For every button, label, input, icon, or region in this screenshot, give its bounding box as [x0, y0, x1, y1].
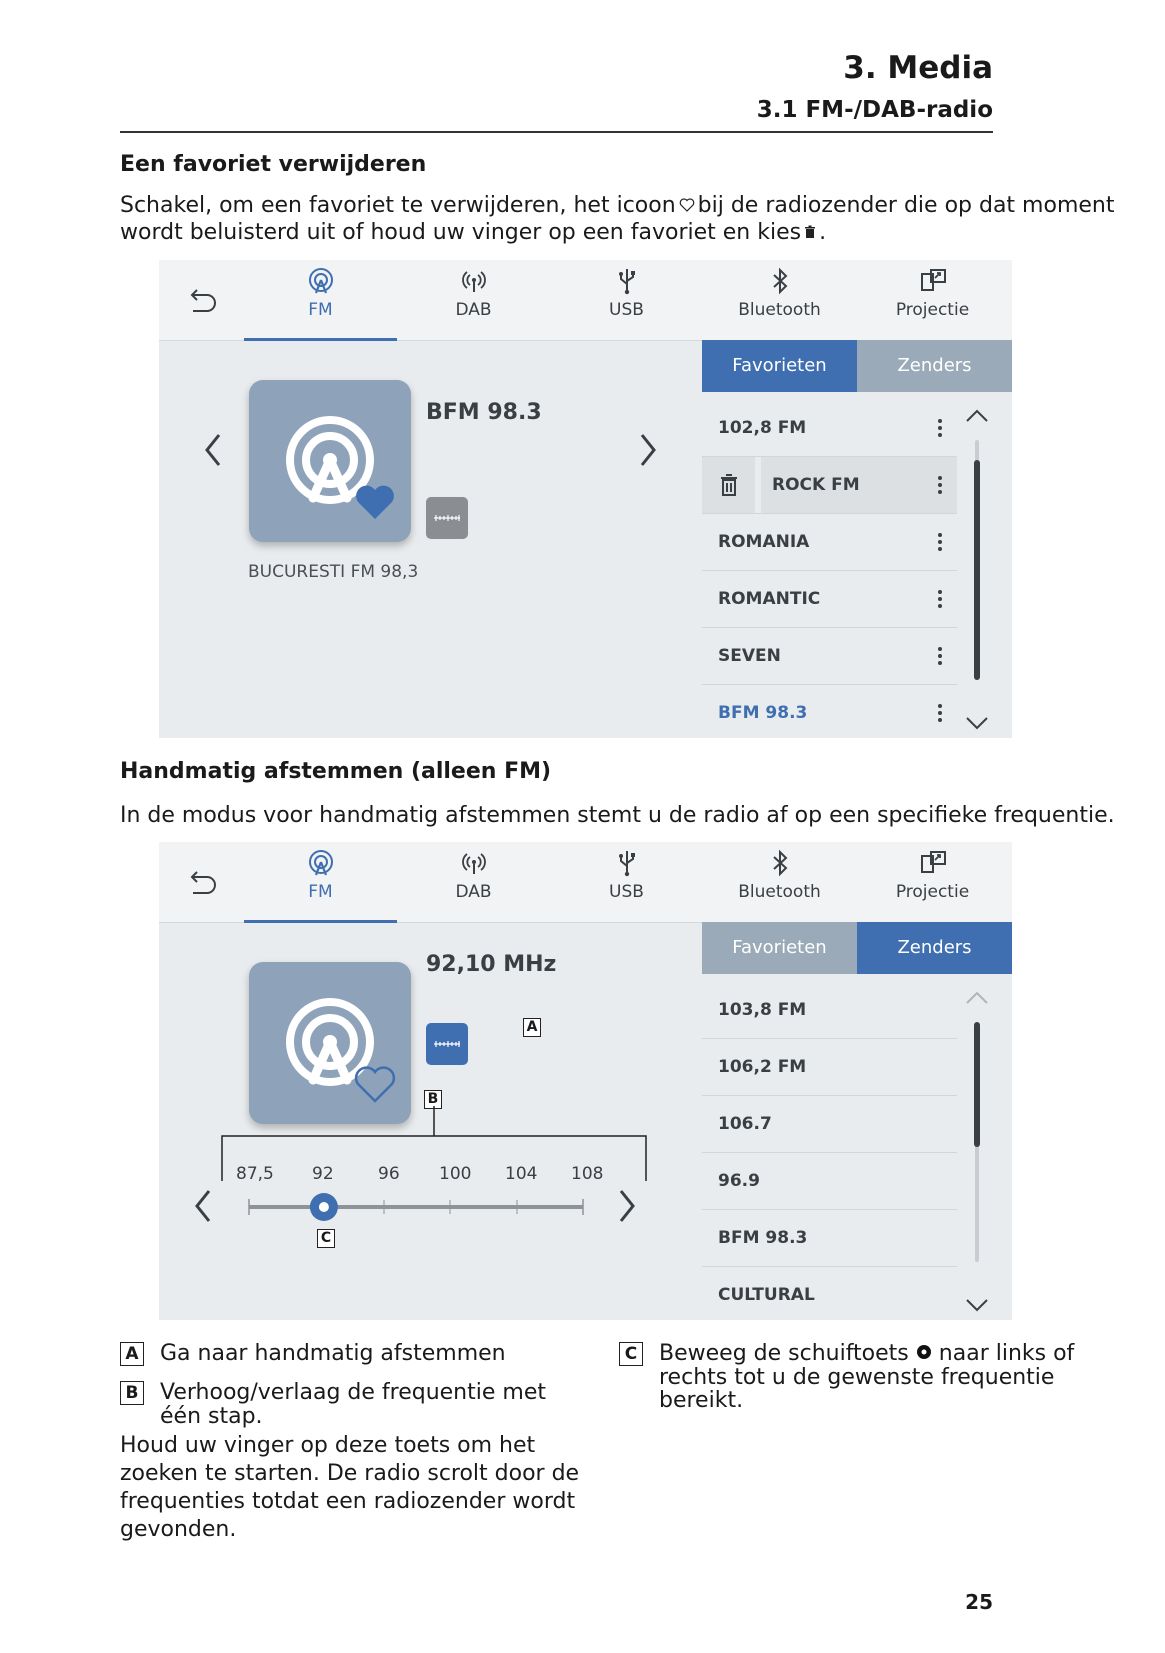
legend-b-extra-2: zoeken te starten. De radio scrolt door de [120, 1461, 580, 1486]
para-text-a: Schakel, om een favoriet te verwijderen, het icoon [120, 193, 676, 218]
tab-stations[interactable]: Zenders [857, 340, 1012, 392]
swipe-divider [755, 457, 761, 513]
list-item-label: BFM 98.3 [718, 1228, 808, 1248]
list-item-label: 106,2 FM [718, 1057, 807, 1077]
list-item-active[interactable] [702, 685, 957, 738]
frequency-down-chevron-icon[interactable] [189, 1186, 219, 1226]
legend-c-text-2: rechts tot u de gewenste frequentie [659, 1365, 1055, 1390]
list-item-label: 102,8 FM [718, 418, 807, 438]
tuner-scale-icon [426, 497, 468, 539]
fm-antenna-icon [306, 266, 336, 296]
tab-dab[interactable] [397, 842, 550, 922]
tab-label: Projectie [895, 300, 970, 320]
para-text-b: bij de radiozender die op dat moment [697, 193, 1115, 218]
tab-bluetooth[interactable] [703, 260, 856, 340]
more-options-icon[interactable] [937, 646, 943, 666]
scale-label: 108 [571, 1164, 604, 1184]
dab-signal-icon [459, 848, 489, 878]
paragraph-remove-favorite [120, 192, 1115, 246]
legend-c-text-3: bereikt. [659, 1388, 744, 1413]
active-tab-underline [244, 338, 397, 341]
top-tab-bar [159, 842, 1012, 923]
manual-tune-button[interactable] [426, 1023, 468, 1065]
trash-icon [804, 219, 816, 246]
para-text-c: wordt beluisterd uit of houd uw vinger op een favoriet en kies [120, 220, 802, 245]
frequency-up-chevron-icon[interactable] [611, 1186, 641, 1226]
scale-label: 100 [439, 1164, 472, 1184]
heart-filled-icon[interactable] [353, 482, 397, 522]
previous-station-chevron-icon[interactable] [199, 430, 229, 470]
tab-label: DAB [455, 300, 492, 320]
legend-c-box: C [619, 1342, 643, 1366]
tab-label: DAB [455, 882, 492, 902]
legend-a-text: Ga naar handmatig afstemmen [160, 1341, 506, 1366]
list-item-label: 96.9 [718, 1171, 760, 1191]
frequency-display: 92,10 MHz [426, 952, 557, 977]
tab-favorites[interactable]: Favorieten [702, 922, 857, 974]
para-text-d: . [819, 220, 827, 245]
header-rule [120, 131, 993, 133]
heart-outline-icon[interactable] [353, 1064, 397, 1104]
legend-c-text-1b: naar links of [938, 1341, 1075, 1366]
favorites-list [702, 400, 957, 738]
list-item-label: SEVEN [718, 646, 781, 666]
back-icon[interactable] [181, 862, 221, 902]
fm-antenna-icon [306, 848, 336, 878]
list-item[interactable] [702, 628, 957, 685]
tab-fm[interactable] [244, 260, 397, 340]
list-item[interactable] [702, 514, 957, 571]
legend-b-text-1: Verhoog/verlaag de frequentie met [160, 1380, 546, 1405]
slider-knob-icon [916, 1344, 932, 1360]
scroll-up-icon[interactable] [965, 990, 989, 1006]
trash-icon[interactable] [718, 473, 740, 497]
station-subtitle: BUCURESTI FM 98,3 [248, 562, 419, 582]
back-icon[interactable] [181, 280, 221, 320]
radio-screen-favorites [159, 260, 1012, 738]
section-heading-remove-favorite: Een favoriet verwijderen [120, 152, 427, 177]
list-item[interactable] [702, 1039, 957, 1096]
list-item[interactable] [702, 1153, 957, 1210]
tab-label: FM [308, 882, 333, 902]
list-item[interactable] [702, 571, 957, 628]
legend-b-box: B [120, 1381, 144, 1405]
more-options-icon[interactable] [937, 532, 943, 552]
legend-b-text-2: één stap. [160, 1404, 263, 1429]
legend-b-extra-3: frequenties totdat een radiozender wordt [120, 1489, 576, 1514]
section-heading-manual-tuning: Handmatig afstemmen (alleen FM) [120, 759, 552, 784]
tab-label: Bluetooth [738, 300, 821, 320]
tab-label: USB [609, 882, 644, 902]
scale-label: 96 [378, 1164, 400, 1184]
list-item-label: CULTURAL [718, 1285, 815, 1305]
scale-label: 104 [505, 1164, 538, 1184]
tab-fm[interactable] [244, 842, 397, 922]
usb-icon [612, 266, 642, 296]
top-tab-bar [159, 260, 1012, 341]
list-item-deleting[interactable] [702, 457, 957, 514]
chapter-title: 3. Media [843, 50, 993, 86]
list-item-label: ROMANTIC [718, 589, 821, 609]
legend-c-text-1 [659, 1342, 1074, 1366]
legend-b-extra-4: gevonden. [120, 1517, 237, 1542]
legend-b-extra-1: Houd uw vinger op deze toets om het [120, 1433, 536, 1458]
page-number: 25 [965, 1590, 993, 1614]
heart-outline-icon [679, 192, 695, 219]
stations-list [702, 982, 957, 1320]
scroll-down-icon[interactable] [965, 1297, 989, 1313]
projection-icon [918, 848, 948, 878]
usb-icon [612, 848, 642, 878]
list-item[interactable] [702, 982, 957, 1039]
list-item[interactable] [702, 1096, 957, 1153]
active-tab-underline [244, 920, 397, 923]
callout-a-label: A [523, 1018, 541, 1037]
list-item[interactable] [702, 400, 957, 457]
bluetooth-icon [765, 266, 795, 296]
tab-usb[interactable] [550, 842, 703, 922]
scroll-up-icon[interactable] [965, 408, 989, 424]
list-item-label: ROCK FM [772, 475, 860, 495]
tuner-scale-icon [426, 1023, 468, 1065]
list-item-label: BFM 98.3 [718, 703, 808, 723]
scale-label: 92 [312, 1164, 334, 1184]
station-artwork [249, 962, 411, 1124]
more-options-icon[interactable] [937, 703, 943, 723]
dab-signal-icon [459, 266, 489, 296]
callout-b-label: B [424, 1090, 442, 1109]
list-item-label: 103,8 FM [718, 1000, 807, 1020]
list-item[interactable] [702, 1210, 957, 1267]
scale-label: 87,5 [236, 1164, 274, 1184]
more-options-icon[interactable] [937, 589, 943, 609]
list-item-label: 106.7 [718, 1114, 772, 1134]
tab-favorites[interactable]: Favorieten [702, 340, 857, 392]
tab-bluetooth[interactable] [703, 842, 856, 922]
section-title: 3.1 FM-/DAB-radio [756, 97, 993, 123]
tab-projection[interactable] [856, 260, 1009, 340]
scrollbar-thumb[interactable] [974, 460, 980, 680]
tab-usb[interactable] [550, 260, 703, 340]
tab-projection[interactable] [856, 842, 1009, 922]
station-artwork [249, 380, 411, 542]
tab-label: FM [308, 300, 333, 320]
more-options-icon[interactable] [937, 475, 943, 495]
station-name: BFM 98.3 [426, 400, 542, 425]
more-options-icon[interactable] [937, 418, 943, 438]
radio-screen-manual [159, 842, 1012, 1320]
legend-c-text-1a: Beweeg de schuiftoets [659, 1341, 909, 1366]
list-item-label: ROMANIA [718, 532, 810, 552]
tab-label: Bluetooth [738, 882, 821, 902]
tab-label: USB [609, 300, 644, 320]
scrollbar-thumb[interactable] [974, 1022, 980, 1147]
slider-knob[interactable] [310, 1193, 338, 1221]
next-station-chevron-icon[interactable] [632, 430, 662, 470]
callout-a [523, 1016, 541, 1037]
scroll-down-icon[interactable] [965, 715, 989, 731]
tab-dab[interactable] [397, 260, 550, 340]
tab-label: Projectie [895, 882, 970, 902]
tab-stations[interactable]: Zenders [857, 922, 1012, 974]
frequency-slider[interactable] [247, 1190, 597, 1224]
legend-a-box: A [120, 1342, 144, 1366]
bluetooth-icon [765, 848, 795, 878]
manual-tune-button[interactable] [426, 497, 468, 539]
callout-c-label: C [317, 1229, 335, 1248]
callout-c [317, 1227, 335, 1248]
paragraph-manual-tuning: In de modus voor handmatig afstemmen stemt u de radio af op een specifieke frequentie. [120, 803, 1115, 828]
projection-icon [918, 266, 948, 296]
list-item[interactable] [702, 1267, 957, 1320]
